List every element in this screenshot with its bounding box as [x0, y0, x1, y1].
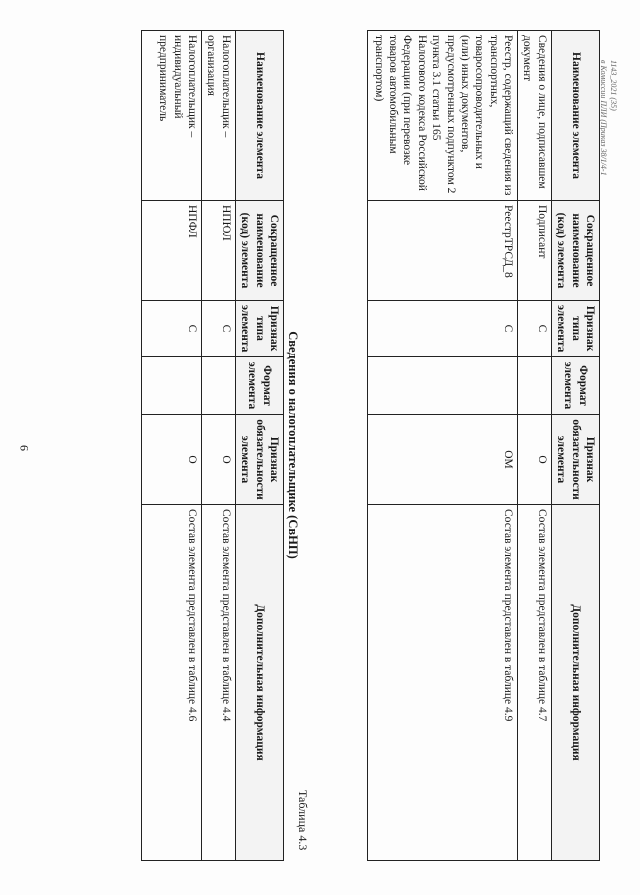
rotated-content: [17, 30, 618, 870]
col-header: Наименование элемента: [235, 31, 283, 201]
table-row: [518, 31, 552, 861]
cell: О: [518, 415, 552, 505]
cell: Налогоплательщик – организация: [202, 31, 236, 201]
cell: Подписант: [518, 201, 552, 301]
cell: С: [518, 301, 552, 357]
table-row: [142, 31, 202, 861]
col-header: Сокращенное наименование (код) элемента: [235, 201, 283, 301]
col-header: Сокращенное наименование (код) элемента: [551, 201, 599, 301]
cell: [518, 357, 552, 415]
cell: НПФЛ: [142, 201, 202, 301]
section-title: Сведения о налогоплательщике (СвНП): [286, 331, 300, 559]
cell: О: [202, 415, 236, 505]
page-number: 9: [17, 445, 31, 451]
cell: [368, 357, 518, 415]
table-row: [202, 31, 236, 861]
cell: НПЮЛ: [202, 201, 236, 301]
table-caption: Таблица 4.3: [296, 790, 310, 851]
col-header: Формат элемента: [235, 357, 283, 415]
cell: Состав элемента представлен в таблице 4.9: [368, 505, 518, 861]
cell: Налогоплательщик – индивидуальный предприниматель: [142, 31, 202, 201]
cell: Сведения о лице, подписавшем документ: [518, 31, 552, 201]
cell: [202, 357, 236, 415]
table-header-row: [235, 31, 283, 861]
cell: Реестр, содержащий сведения из транспортных, товаросопроводительных и (или) иных документов, предусмотренных подпунктом 2 пункта 3.1 статьи 165 Налогового кодекса Российской Федерации (при перевозке товаров автомобильным транспортом): [368, 31, 518, 201]
cell: С: [202, 301, 236, 357]
table-row: [368, 31, 518, 861]
col-header: Признак типа элемента: [551, 301, 599, 357]
cell: О: [142, 415, 202, 505]
col-header: Признак типа элемента: [235, 301, 283, 357]
footer-stamp: [599, 60, 618, 176]
cell: С: [368, 301, 518, 357]
cell: С: [142, 301, 202, 357]
cell: РеестрТРСД_8: [368, 201, 518, 301]
cell: Состав элемента представлен в таблице 4.6: [142, 505, 202, 861]
footer-line-1: 1143_2021 (35): [609, 60, 618, 111]
col-header: Признак обязательности элемента: [235, 415, 283, 505]
col-header: Дополнительная информация: [551, 505, 599, 861]
col-header: Дополнительная информация: [235, 505, 283, 861]
col-header: Признак обязательности элемента: [551, 415, 599, 505]
cell: ОМ: [368, 415, 518, 505]
cell: Состав элемента представлен в таблице 4.4: [202, 505, 236, 861]
cell: Состав элемента представлен в таблице 4.7: [518, 505, 552, 861]
col-header: Формат элемента: [551, 357, 599, 415]
col-header: Наименование элемента: [551, 31, 599, 201]
footer-line-2: в Комиссии ПЛИ (Приказ 38/1/4-1: [599, 60, 609, 176]
table-header-row: [551, 31, 599, 861]
cell: [142, 357, 202, 415]
taxpayer-table: [141, 30, 284, 861]
elements-table: [367, 30, 600, 861]
